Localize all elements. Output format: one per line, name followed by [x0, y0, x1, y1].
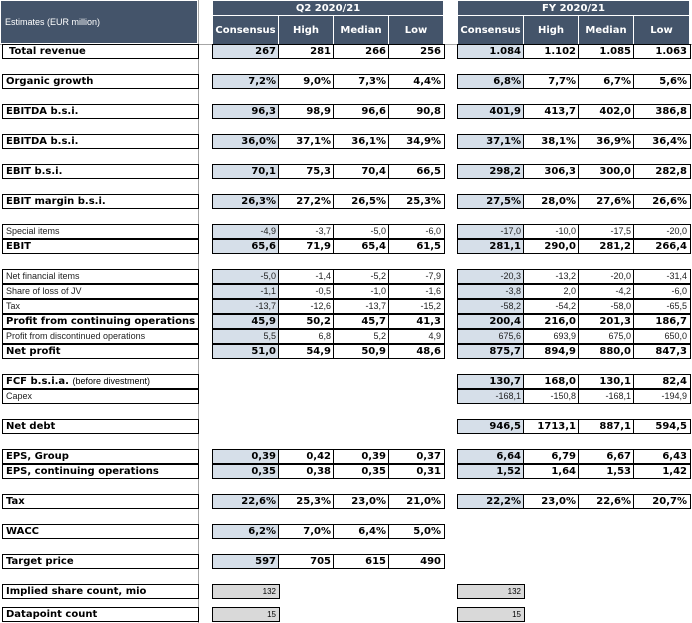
fy-median-cell[interactable]: 6,67 [578, 449, 635, 464]
fy-consensus-cell[interactable]: -168,1 [457, 389, 525, 404]
fy-low-cell[interactable]: 36,4% [633, 134, 691, 149]
fy-consensus-cell[interactable]: 875,7 [457, 344, 525, 359]
fy-low-cell[interactable]: 266,4 [633, 239, 691, 254]
fy-consensus-cell[interactable]: 946,5 [457, 419, 525, 434]
table-row [0, 224, 692, 239]
table-row [0, 104, 692, 119]
row-label [2, 344, 199, 359]
fy-low-cell[interactable]: 20,7% [633, 494, 691, 509]
q2-consensus-cell[interactable]: 267 [212, 44, 280, 59]
fy-low-cell[interactable]: -194,9 [633, 389, 691, 404]
row-label-text: Target price [6, 556, 74, 567]
q2-high-cell[interactable]: 0,42 [278, 449, 335, 464]
fy-high-cell[interactable]: 1.102 [523, 44, 580, 59]
table-row [0, 419, 692, 434]
fy-high-cell[interactable]: -54,2 [523, 299, 580, 314]
row-label-text: EBITDA b.s.i. [6, 136, 79, 147]
q2-high-cell[interactable]: 705 [278, 554, 335, 569]
q2-header-low: Low [388, 15, 444, 45]
fy-high-cell[interactable]: 38,1% [523, 134, 580, 149]
q2-high-cell[interactable]: -12,6 [278, 299, 335, 314]
q2-low-cell[interactable]: 4,4% [388, 74, 445, 89]
fy-median-cell[interactable]: 300,0 [578, 164, 635, 179]
q2-consensus-cell[interactable]: -1,1 [212, 284, 280, 299]
table-row [0, 389, 692, 404]
row-label-text: WACC [6, 526, 39, 537]
row-label-text: Net debt [6, 421, 56, 432]
table-row [0, 74, 692, 89]
table-row [0, 239, 692, 254]
q2-median-cell[interactable]: -1,0 [333, 284, 390, 299]
q2-consensus-cell[interactable]: 26,3% [212, 194, 280, 209]
q2-consensus-cell[interactable]: 0,39 [212, 449, 280, 464]
fy-high-cell[interactable]: 168,0 [523, 374, 580, 389]
row-label [2, 224, 199, 239]
q2-high-cell[interactable]: 9,0% [278, 74, 335, 89]
q2-header-consensus: Consensus [212, 15, 279, 45]
q2-high-cell[interactable]: 281 [278, 44, 335, 59]
row-label-text: Share of loss of JV [6, 286, 82, 296]
q2-consensus-cell[interactable]: -13,7 [212, 299, 280, 314]
row-label [2, 299, 199, 314]
q2-median-cell[interactable]: 266 [333, 44, 390, 59]
q2-low-cell[interactable]: -15,2 [388, 299, 445, 314]
row-label-text: EBIT b.s.i. [6, 166, 63, 177]
q2-median-cell[interactable]: 0,39 [333, 449, 390, 464]
q2-consensus-cell[interactable]: 6,2% [212, 524, 280, 539]
row-label [2, 389, 199, 404]
row-label [2, 329, 199, 344]
q2-header-high: High [278, 15, 334, 45]
fy-median-cell[interactable]: 880,0 [578, 344, 635, 359]
q2-median-cell[interactable]: -13,7 [333, 299, 390, 314]
q2-low-cell[interactable]: 48,6 [388, 344, 445, 359]
q2-median-cell[interactable]: 65,4 [333, 239, 390, 254]
q2-low-cell[interactable]: 90,8 [388, 104, 445, 119]
q2-median-cell[interactable]: -5,0 [333, 224, 390, 239]
fy-median-cell[interactable]: 27,6% [578, 194, 635, 209]
q2-low-cell[interactable]: 5,0% [388, 524, 445, 539]
q2-median-cell[interactable]: 50,9 [333, 344, 390, 359]
fy-consensus-cell[interactable]: -17,0 [457, 224, 525, 239]
fy-consensus-cell[interactable]: 22,2% [457, 494, 525, 509]
fy-median-cell[interactable]: 281,2 [578, 239, 635, 254]
table-row [0, 374, 692, 389]
q2-high-cell[interactable]: 54,9 [278, 344, 335, 359]
fy-consensus-cell[interactable]: 675,6 [457, 329, 525, 344]
fy-median-cell[interactable]: -17,5 [578, 224, 635, 239]
row-label [2, 284, 199, 299]
fy-consensus-cell[interactable]: -20,3 [457, 269, 525, 284]
q2-low-cell[interactable]: 21,0% [388, 494, 445, 509]
q2-low-cell[interactable]: -6,0 [388, 224, 445, 239]
fy-high-cell[interactable]: 693,9 [523, 329, 580, 344]
fy-header-high: High [523, 15, 579, 45]
row-label-text: EPS, continuing operations [6, 466, 159, 477]
row-label [2, 524, 199, 539]
row-label-text: Profit from discontinued operations [6, 331, 146, 341]
fy-consensus-cell[interactable]: 132 [457, 584, 525, 599]
row-label-text: Profit from continuing operations [6, 316, 196, 327]
row-label-text: Net profit [6, 346, 61, 357]
table-row [0, 164, 692, 179]
table-row [0, 584, 692, 599]
fy-median-cell[interactable]: 36,9% [578, 134, 635, 149]
fy-median-cell[interactable]: 130,1 [578, 374, 635, 389]
fy-median-cell[interactable]: -4,2 [578, 284, 635, 299]
fy-high-cell[interactable]: 28,0% [523, 194, 580, 209]
row-label [2, 194, 199, 209]
row-label [2, 584, 199, 599]
row-label [2, 374, 199, 389]
fy-low-cell[interactable]: -65,5 [633, 299, 691, 314]
q2-high-cell[interactable]: -1,4 [278, 269, 335, 284]
fy-median-cell[interactable]: -58,0 [578, 299, 635, 314]
fy-median-cell[interactable]: 1,53 [578, 464, 635, 479]
row-label-text: Datapoint count [6, 609, 98, 620]
table-row [0, 194, 692, 209]
q2-consensus-cell[interactable]: 597 [212, 554, 280, 569]
q2-consensus-cell[interactable]: 15 [212, 607, 280, 622]
row-label-text: Implied share count, mio [6, 586, 147, 597]
q2-high-cell[interactable]: 98,9 [278, 104, 335, 119]
q2-high-cell[interactable]: 25,3% [278, 494, 335, 509]
fy-low-cell[interactable]: 82,4 [633, 374, 691, 389]
q2-median-cell[interactable]: 23,0% [333, 494, 390, 509]
row-label [2, 464, 199, 479]
row-label-text: EPS, Group [6, 451, 69, 462]
row-label [2, 269, 199, 284]
fy-consensus-cell[interactable]: 130,7 [457, 374, 525, 389]
table-row [0, 329, 692, 344]
row-label-note: (before divestment) [72, 376, 150, 386]
q2-high-cell[interactable]: -0,5 [278, 284, 335, 299]
fy-high-cell[interactable]: 7,7% [523, 74, 580, 89]
row-label-text: Total revenue [9, 46, 86, 57]
fy-low-cell[interactable]: 5,6% [633, 74, 691, 89]
fy-low-cell[interactable]: 1.063 [633, 44, 691, 59]
q2-high-cell[interactable]: 6,8 [278, 329, 335, 344]
q2-low-cell[interactable]: 25,3% [388, 194, 445, 209]
row-label [2, 419, 199, 434]
q2-median-cell[interactable]: 45,7 [333, 314, 390, 329]
q2-low-cell[interactable]: -1,6 [388, 284, 445, 299]
q2-low-cell[interactable]: -7,9 [388, 269, 445, 284]
row-label [2, 74, 199, 89]
fy-low-cell[interactable]: 650,0 [633, 329, 691, 344]
q2-consensus-cell[interactable]: 0,35 [212, 464, 280, 479]
fy-high-cell[interactable]: 1713,1 [523, 419, 580, 434]
q2-median-cell[interactable]: -5,2 [333, 269, 390, 284]
table-row [0, 524, 692, 539]
row-label-text: Net financial items [6, 271, 80, 281]
q2-low-cell[interactable]: 66,5 [388, 164, 445, 179]
row-label [2, 607, 199, 622]
fy-consensus-cell[interactable]: 281,1 [457, 239, 525, 254]
q2-consensus-cell[interactable]: 51,0 [212, 344, 280, 359]
fy-median-cell[interactable]: 22,6% [578, 494, 635, 509]
q2-high-cell[interactable]: 7,0% [278, 524, 335, 539]
fy-median-cell[interactable]: 6,7% [578, 74, 635, 89]
fy-low-cell[interactable]: 594,5 [633, 419, 691, 434]
fy-header-low: Low [633, 15, 690, 45]
fy-median-cell[interactable]: 1.085 [578, 44, 635, 59]
table-row [0, 607, 692, 622]
fy-low-cell[interactable]: -6,0 [633, 284, 691, 299]
fy-high-cell[interactable]: 894,9 [523, 344, 580, 359]
row-label [2, 44, 199, 59]
fy-high-cell[interactable]: 290,0 [523, 239, 580, 254]
table-row [0, 344, 692, 359]
fy-consensus-cell[interactable]: 401,9 [457, 104, 525, 119]
row-label-text: Capex [6, 391, 33, 401]
row-label-text: EBIT [6, 241, 31, 252]
q2-low-cell[interactable]: 0,37 [388, 449, 445, 464]
q2-header-median: Median [333, 15, 389, 45]
fy-median-cell[interactable]: 887,1 [578, 419, 635, 434]
q2-median-cell[interactable]: 70,4 [333, 164, 390, 179]
table-row [0, 554, 692, 569]
fy-high-cell[interactable]: -10,0 [523, 224, 580, 239]
row-label-text: FCF b.s.i.a. [6, 376, 69, 387]
row-label-text: Organic growth [6, 76, 94, 87]
fy-low-cell[interactable]: 847,3 [633, 344, 691, 359]
q2-consensus-cell[interactable]: -4,9 [212, 224, 280, 239]
row-label [2, 134, 199, 149]
fy-low-cell[interactable]: 6,43 [633, 449, 691, 464]
fy-median-cell[interactable]: -20,0 [578, 269, 635, 284]
q2-median-cell[interactable]: 5,2 [333, 329, 390, 344]
fy-median-cell[interactable]: -168,1 [578, 389, 635, 404]
q2-median-cell[interactable]: 615 [333, 554, 390, 569]
q2-low-cell[interactable]: 61,5 [388, 239, 445, 254]
fy-consensus-cell[interactable]: -58,2 [457, 299, 525, 314]
fy-median-cell[interactable]: 402,0 [578, 104, 635, 119]
q2-consensus-cell[interactable]: -5,0 [212, 269, 280, 284]
fy-low-cell[interactable]: -31,4 [633, 269, 691, 284]
fy-high-cell[interactable]: 1,64 [523, 464, 580, 479]
fy-low-cell[interactable]: 1,42 [633, 464, 691, 479]
fy-low-cell[interactable]: 186,7 [633, 314, 691, 329]
fy-consensus-cell[interactable]: -3,8 [457, 284, 525, 299]
fy-consensus-cell[interactable]: 1,52 [457, 464, 525, 479]
table-row [0, 134, 692, 149]
row-label-text: Tax [6, 301, 21, 311]
q2-consensus-cell[interactable]: 22,6% [212, 494, 280, 509]
table-row [0, 494, 692, 509]
row-label [2, 554, 199, 569]
table-row [0, 299, 692, 314]
q2-low-cell[interactable]: 490 [388, 554, 445, 569]
fy-low-cell[interactable]: 386,8 [633, 104, 691, 119]
fy-high-cell[interactable]: 23,0% [523, 494, 580, 509]
row-label-text: EBITDA b.s.i. [6, 106, 79, 117]
fy-high-cell[interactable]: 216,0 [523, 314, 580, 329]
fy-consensus-cell[interactable]: 298,2 [457, 164, 525, 179]
fy-median-cell[interactable]: 201,3 [578, 314, 635, 329]
fy-low-cell[interactable]: 282,8 [633, 164, 691, 179]
fy-low-cell[interactable]: 26,6% [633, 194, 691, 209]
q2-median-cell[interactable]: 36,1% [333, 134, 390, 149]
q2-consensus-cell[interactable]: 132 [212, 584, 280, 599]
fy-title: FY 2020/21 [457, 0, 690, 16]
q2-low-cell[interactable]: 41,3 [388, 314, 445, 329]
row-label [2, 494, 199, 509]
row-label-text: Special items [6, 226, 60, 236]
q2-high-cell[interactable]: -3,7 [278, 224, 335, 239]
fy-consensus-cell[interactable]: 6,8% [457, 74, 525, 89]
fy-high-cell[interactable]: -150,8 [523, 389, 580, 404]
fy-high-cell[interactable]: -13,2 [523, 269, 580, 284]
fy-header-consensus: Consensus [457, 15, 524, 45]
fy-consensus-cell[interactable]: 27,5% [457, 194, 525, 209]
row-label-text: Tax [6, 496, 25, 507]
fy-consensus-cell[interactable]: 6,64 [457, 449, 525, 464]
q2-consensus-cell[interactable]: 7,2% [212, 74, 280, 89]
q2-consensus-cell[interactable]: 70,1 [212, 164, 280, 179]
q2-median-cell[interactable]: 0,35 [333, 464, 390, 479]
q2-high-cell[interactable]: 75,3 [278, 164, 335, 179]
fy-consensus-cell[interactable]: 1.084 [457, 44, 525, 59]
q2-median-cell[interactable]: 96,6 [333, 104, 390, 119]
q2-high-cell[interactable]: 0,38 [278, 464, 335, 479]
table-row [0, 464, 692, 479]
table-row [0, 44, 692, 59]
q2-median-cell[interactable]: 7,3% [333, 74, 390, 89]
q2-high-cell[interactable]: 27,2% [278, 194, 335, 209]
q2-median-cell[interactable]: 6,4% [333, 524, 390, 539]
fy-high-cell[interactable]: 2,0 [523, 284, 580, 299]
row-label [2, 239, 199, 254]
fy-low-cell[interactable]: -20,0 [633, 224, 691, 239]
row-label [2, 104, 199, 119]
fy-high-cell[interactable]: 6,79 [523, 449, 580, 464]
q2-low-cell[interactable]: 34,9% [388, 134, 445, 149]
fy-consensus-cell[interactable]: 37,1% [457, 134, 525, 149]
table-row [0, 314, 692, 329]
q2-low-cell[interactable]: 0,31 [388, 464, 445, 479]
q2-consensus-cell[interactable]: 36,0% [212, 134, 280, 149]
q2-consensus-cell[interactable]: 96,3 [212, 104, 280, 119]
table-row [0, 449, 692, 464]
row-label [2, 449, 199, 464]
table-row [0, 269, 692, 284]
q2-median-cell[interactable]: 26,5% [333, 194, 390, 209]
q2-consensus-cell[interactable]: 5,5 [212, 329, 280, 344]
estimates-header: Estimates (EUR million) [0, 0, 198, 44]
q2-high-cell[interactable]: 37,1% [278, 134, 335, 149]
fy-consensus-cell[interactable]: 200,4 [457, 314, 525, 329]
row-label [2, 164, 199, 179]
fy-consensus-cell[interactable]: 15 [457, 607, 525, 622]
fy-high-cell[interactable]: 413,7 [523, 104, 580, 119]
fy-header-median: Median [578, 15, 634, 45]
q2-high-cell[interactable]: 71,9 [278, 239, 335, 254]
fy-high-cell[interactable]: 306,3 [523, 164, 580, 179]
row-label-text: EBIT margin b.s.i. [6, 196, 106, 207]
q2-high-cell[interactable]: 50,2 [278, 314, 335, 329]
q2-consensus-cell[interactable]: 65,6 [212, 239, 280, 254]
q2-title: Q2 2020/21 [212, 0, 444, 16]
row-label [2, 314, 199, 329]
table-row [0, 284, 692, 299]
q2-low-cell[interactable]: 256 [388, 44, 445, 59]
fy-median-cell[interactable]: 675,0 [578, 329, 635, 344]
q2-low-cell[interactable]: 4,9 [388, 329, 445, 344]
q2-consensus-cell[interactable]: 45,9 [212, 314, 280, 329]
